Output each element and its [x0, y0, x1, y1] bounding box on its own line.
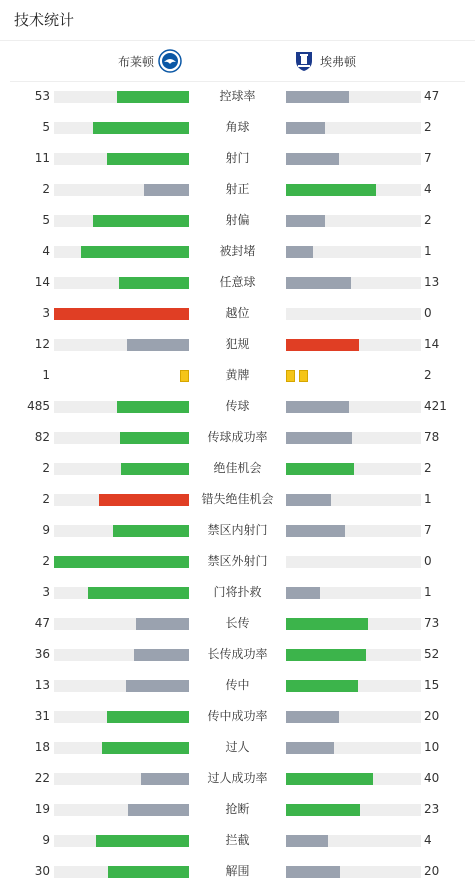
home-bar-fill — [113, 525, 189, 537]
away-bar-fill — [286, 525, 345, 537]
away-bar-track — [286, 835, 421, 847]
stat-row — [0, 577, 475, 608]
stat-row — [0, 143, 475, 174]
away-bar-fill — [286, 866, 340, 878]
home-bar-fill — [117, 401, 189, 413]
away-value: 40 — [424, 771, 440, 785]
away-bar-fill — [286, 215, 325, 227]
home-bar-fill — [93, 215, 189, 227]
stat-row — [0, 174, 475, 205]
away-bar-track — [286, 401, 421, 413]
away-bar-track — [286, 277, 421, 289]
away-value: 2 — [424, 120, 432, 134]
away-team-name: 埃弗顿 — [320, 54, 357, 69]
stat-label: 传球成功率 — [207, 430, 268, 444]
home-bar-fill — [120, 432, 189, 444]
stat-label: 长传成功率 — [207, 647, 268, 661]
away-bar-track — [286, 556, 421, 568]
away-value: 0 — [424, 306, 432, 320]
home-value: 19 — [34, 802, 50, 816]
away-bar-fill — [286, 711, 339, 723]
away-bar-fill — [286, 463, 354, 475]
away-bar-track — [286, 308, 421, 320]
stat-label: 抢断 — [225, 802, 250, 816]
team-header — [10, 41, 465, 82]
stat-row — [0, 825, 475, 856]
home-value: 31 — [34, 709, 50, 723]
away-bar-track — [286, 153, 421, 165]
home-bar-track — [54, 587, 189, 599]
away-bar-track — [286, 618, 421, 630]
stat-row — [0, 267, 475, 298]
stat-label: 传球 — [225, 399, 250, 413]
away-bar-fill — [286, 246, 313, 258]
home-bar-track — [54, 866, 189, 878]
stat-row — [0, 608, 475, 639]
yellow-card-icon — [299, 370, 308, 382]
away-bar-fill — [286, 339, 359, 351]
away-bar-fill — [286, 184, 376, 196]
stat-label: 射正 — [225, 182, 250, 196]
home-value: 53 — [34, 89, 50, 103]
home-cards — [176, 360, 189, 391]
away-value: 1 — [424, 585, 432, 599]
home-bar-fill — [81, 246, 189, 258]
home-bar-track — [54, 711, 189, 723]
stat-label: 过人成功率 — [207, 771, 268, 785]
home-bar-track — [54, 742, 189, 754]
away-bar-fill — [286, 804, 360, 816]
section-title: 技术统计 — [14, 11, 75, 29]
away-bar-fill — [286, 680, 358, 692]
home-bar-fill — [126, 680, 189, 692]
home-bar-fill — [54, 556, 189, 568]
home-bar-fill — [136, 618, 189, 630]
away-value: 1 — [424, 244, 432, 258]
away-bar-track — [286, 804, 421, 816]
stat-row — [0, 546, 475, 577]
stat-row — [0, 360, 475, 391]
home-bar-fill — [121, 463, 189, 475]
stat-label: 过人 — [225, 740, 250, 754]
away-bar-fill — [286, 773, 373, 785]
home-value: 47 — [34, 616, 50, 630]
away-team[interactable] — [292, 41, 360, 81]
home-bar-fill — [141, 773, 189, 785]
stat-row — [0, 515, 475, 546]
home-bar-track — [54, 308, 189, 320]
home-bar-track — [54, 804, 189, 816]
home-bar-fill — [127, 339, 189, 351]
away-bar-fill — [286, 153, 339, 165]
home-bar-fill — [144, 184, 189, 196]
away-value: 14 — [424, 337, 440, 351]
home-value: 485 — [27, 399, 50, 413]
away-bar-fill — [286, 587, 320, 599]
away-bar-track — [286, 91, 421, 103]
away-bar-fill — [286, 649, 366, 661]
home-value: 5 — [42, 120, 50, 134]
home-bar-fill — [107, 153, 189, 165]
home-value: 2 — [42, 461, 50, 475]
home-bar-track — [54, 525, 189, 537]
away-value: 7 — [424, 151, 432, 165]
home-value: 1 — [42, 368, 50, 382]
stat-row — [0, 422, 475, 453]
home-bar-fill — [93, 122, 189, 134]
brighton-crest-icon — [158, 49, 182, 73]
away-bar-fill — [286, 494, 331, 506]
home-value: 2 — [42, 182, 50, 196]
home-bar-track — [54, 463, 189, 475]
away-bar-fill — [286, 401, 349, 413]
home-bar-track — [54, 122, 189, 134]
stat-label: 错失绝佳机会 — [201, 492, 274, 506]
home-value: 30 — [34, 864, 50, 878]
away-value: 2 — [424, 213, 432, 227]
away-value: 23 — [424, 802, 440, 816]
stat-label: 控球率 — [219, 89, 256, 103]
home-bar-track — [54, 556, 189, 568]
away-value: 0 — [424, 554, 432, 568]
stat-row — [0, 112, 475, 143]
stat-row — [0, 329, 475, 360]
stat-row — [0, 81, 475, 112]
home-team-name: 布莱顿 — [117, 54, 154, 69]
stat-row — [0, 701, 475, 732]
home-bar-track — [54, 773, 189, 785]
away-value: 20 — [424, 709, 440, 723]
away-value: 20 — [424, 864, 440, 878]
home-bar-fill — [99, 494, 189, 506]
home-bar-track — [54, 277, 189, 289]
home-bar-track — [54, 184, 189, 196]
home-value: 11 — [34, 151, 50, 165]
away-bar-track — [286, 246, 421, 258]
stat-label: 黄牌 — [225, 368, 250, 382]
home-value: 3 — [42, 306, 50, 320]
stat-label: 传中 — [225, 678, 250, 692]
home-bar-track — [54, 339, 189, 351]
home-bar-fill — [88, 587, 189, 599]
away-value: 13 — [424, 275, 440, 289]
home-value: 36 — [34, 647, 50, 661]
stat-label: 绝佳机会 — [213, 461, 262, 475]
away-bar-track — [286, 122, 421, 134]
away-bar-track — [286, 773, 421, 785]
home-value: 2 — [42, 554, 50, 568]
stat-label: 长传 — [225, 616, 250, 630]
away-bar-fill — [286, 618, 368, 630]
stat-row — [0, 732, 475, 763]
stat-row — [0, 205, 475, 236]
away-value: 7 — [424, 523, 432, 537]
home-bar-track — [54, 494, 189, 506]
home-bar-fill — [54, 308, 189, 320]
away-value: 73 — [424, 616, 440, 630]
stat-label: 拦截 — [225, 833, 250, 847]
away-value: 47 — [424, 89, 440, 103]
stat-label: 越位 — [225, 306, 250, 320]
stat-row — [0, 453, 475, 484]
home-value: 9 — [42, 833, 50, 847]
away-bar-track — [286, 866, 421, 878]
stat-row — [0, 236, 475, 267]
stat-label: 禁区内射门 — [207, 523, 268, 537]
home-bar-fill — [119, 277, 189, 289]
away-bar-track — [286, 432, 421, 444]
stat-label: 犯规 — [225, 337, 250, 351]
home-value: 13 — [34, 678, 50, 692]
home-bar-track — [54, 835, 189, 847]
stat-label: 禁区外射门 — [207, 554, 268, 568]
home-bar-track — [54, 649, 189, 661]
away-bar-track — [286, 184, 421, 196]
away-value: 78 — [424, 430, 440, 444]
away-bar-track — [286, 680, 421, 692]
home-bar-fill — [108, 866, 189, 878]
stat-row — [0, 794, 475, 825]
yellow-card-icon — [180, 370, 189, 382]
away-value: 4 — [424, 182, 432, 196]
away-value: 52 — [424, 647, 440, 661]
home-bar-track — [54, 432, 189, 444]
home-value: 2 — [42, 492, 50, 506]
home-bar-track — [54, 401, 189, 413]
away-bar-track — [286, 649, 421, 661]
home-bar-fill — [107, 711, 189, 723]
home-bar-fill — [96, 835, 189, 847]
away-bar-track — [286, 525, 421, 537]
stat-row — [0, 484, 475, 515]
home-bar-fill — [117, 91, 189, 103]
home-bar-track — [54, 680, 189, 692]
home-bar-track — [54, 215, 189, 227]
away-bar-track — [286, 494, 421, 506]
away-bar-track — [286, 339, 421, 351]
stat-label: 被封堵 — [219, 244, 256, 258]
home-bar-fill — [102, 742, 189, 754]
away-bar-track — [286, 711, 421, 723]
away-bar-track — [286, 463, 421, 475]
away-value: 2 — [424, 461, 432, 475]
stats-list — [0, 81, 475, 887]
stat-row — [0, 763, 475, 794]
stat-label: 传中成功率 — [207, 709, 268, 723]
away-value: 2 — [424, 368, 432, 382]
away-bar-fill — [286, 742, 334, 754]
home-value: 3 — [42, 585, 50, 599]
away-value: 421 — [424, 399, 447, 413]
away-bar-fill — [286, 835, 328, 847]
home-bar-fill — [134, 649, 189, 661]
home-value: 12 — [34, 337, 50, 351]
away-bar-track — [286, 215, 421, 227]
away-value: 15 — [424, 678, 440, 692]
home-bar-track — [54, 91, 189, 103]
home-value: 22 — [34, 771, 50, 785]
away-value: 4 — [424, 833, 432, 847]
home-value: 18 — [34, 740, 50, 754]
home-bar-fill — [128, 804, 189, 816]
away-bar-track — [286, 742, 421, 754]
home-bar-track — [54, 153, 189, 165]
away-bar-fill — [286, 277, 351, 289]
away-bar-fill — [286, 432, 352, 444]
home-bar-track — [54, 246, 189, 258]
stat-label: 门将扑救 — [213, 585, 262, 599]
home-team[interactable] — [114, 41, 182, 81]
home-value: 82 — [34, 430, 50, 444]
home-value: 14 — [34, 275, 50, 289]
away-cards — [286, 360, 312, 391]
away-bar-fill — [286, 91, 349, 103]
stat-label: 射门 — [225, 151, 250, 165]
yellow-card-icon — [286, 370, 295, 382]
stat-row — [0, 391, 475, 422]
stat-row — [0, 298, 475, 329]
stat-row — [0, 670, 475, 701]
everton-crest-icon — [292, 49, 316, 73]
stat-label: 射偏 — [225, 213, 250, 227]
stat-label: 角球 — [225, 120, 250, 134]
stat-row — [0, 856, 475, 887]
stat-label: 任意球 — [219, 275, 256, 289]
away-bar-fill — [286, 122, 325, 134]
stat-label: 解围 — [225, 864, 250, 878]
stat-row — [0, 639, 475, 670]
home-value: 5 — [42, 213, 50, 227]
home-value: 9 — [42, 523, 50, 537]
home-bar-track — [54, 618, 189, 630]
away-bar-track — [286, 587, 421, 599]
away-value: 1 — [424, 492, 432, 506]
away-value: 10 — [424, 740, 440, 754]
home-value: 4 — [42, 244, 50, 258]
